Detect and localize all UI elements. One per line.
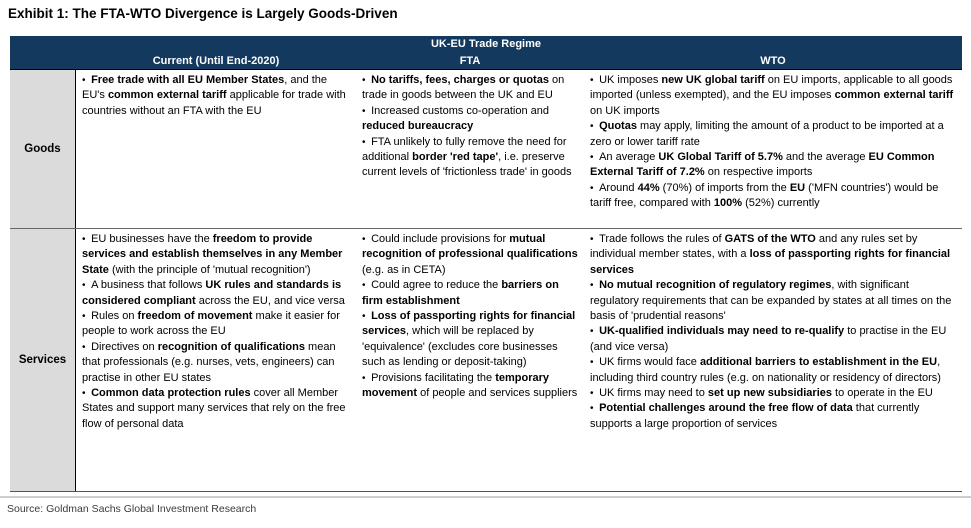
table-header [10, 36, 962, 70]
exhibit-title: Exhibit 1: The FTA-WTO Divergence is Largely Goods-Driven [8, 6, 398, 21]
bullet-item: • Quotas may apply, limiting the amount of a product to be imported at a zero or lower tariff rate [590, 120, 944, 148]
bullet-icon: • [362, 105, 372, 117]
bullet-icon: • [590, 403, 600, 415]
footer-rule [0, 496, 971, 498]
bullet-icon: • [590, 182, 600, 194]
source-note: Source: Goldman Sachs Global Investment Research [7, 503, 257, 515]
bullet-icon: • [82, 280, 92, 292]
bullet-icon: • [590, 326, 600, 338]
bullet-item: • FTA unlikely to fully remove the need for additional border 'red tape', i.e. preserve current levels of 'frictionless trade' in goods [362, 135, 572, 179]
bullet-item: • UK imposes new UK global tariff on EU imports, applicable to all goods imported (unless exempted), and the EU imposes common external tariff on UK imports [590, 74, 954, 117]
table-row-services [10, 229, 962, 491]
bullet-icon: • [82, 341, 92, 353]
bullet-icon: • [82, 388, 92, 400]
bullet-icon: • [362, 75, 372, 86]
cell-goods-fta [356, 70, 584, 228]
bullet-icon: • [590, 388, 600, 400]
row-label-goods: Goods [10, 70, 76, 228]
bullet-item: • Trade follows the rules of GATS of the WTO and any rules set by individual member states, with a loss of passporting rights for financial services [590, 233, 951, 276]
bullet-item: • No tariffs, fees, charges or quotas on trade in goods between the UK and EU [362, 74, 565, 102]
cell-services-current [76, 229, 356, 491]
bullet-item: • Loss of passporting rights for financial services, which will be replaced by 'equivalence' (excludes core businesses such as lending or deposit-taking) [362, 310, 576, 369]
bullet-item: • Around 44% (70%) of imports from the EU ('MFN countries') would be tariff free, compared with 100% (52%) currently [590, 181, 939, 210]
cell-services-fta [356, 229, 584, 491]
bullet-item: • Could include provisions for mutual recognition of professional qualifications (e.g. as in CETA) [362, 233, 578, 276]
column-header-wto: WTO [760, 54, 786, 67]
bullet-icon: • [590, 121, 600, 133]
column-header-row [10, 52, 962, 70]
bullet-icon: • [362, 311, 372, 323]
bullet-icon: • [362, 234, 372, 245]
bullet-item: • UK-qualified individuals may need to re-qualify to practise in the EU (and vice versa) [590, 325, 947, 353]
bullet-icon: • [82, 311, 92, 323]
bullet-icon: • [362, 372, 372, 384]
table-row-goods [10, 70, 962, 229]
bullet-item: • Provisions facilitating the temporary movement of people and services suppliers [362, 371, 578, 400]
bullet-item: • Increased customs co-operation and reduced bureaucracy [362, 104, 549, 133]
cell-goods-current [76, 70, 356, 228]
bullet-icon: • [590, 152, 600, 164]
bullet-icon: • [590, 280, 600, 292]
bullet-item: • UK firms would face additional barriers to establishment in the EU, including third country rules (e.g. on nationality or residency of directors) [590, 356, 941, 384]
row-label-services: Services [10, 229, 76, 491]
bullet-item: • EU businesses have the freedom to provide services and establish themselves in any Member State (with the principle of 'mutual recognition') [82, 233, 343, 276]
bullet-item: • An average UK Global Tariff of 5.7% and the average EU Common External Tariff of 7.2% on respective imports [590, 151, 935, 179]
bullet-icon: • [82, 75, 92, 86]
table-header-title-row [10, 36, 962, 52]
cell-services-wto [584, 229, 962, 491]
bullet-item: • UK firms may need to set up new subsidiaries to operate in the EU [590, 387, 933, 400]
trade-regime-table [10, 36, 962, 492]
bullet-item: • A business that follows UK rules and standards is considered compliant across the EU, and vice versa [82, 279, 345, 307]
bullet-icon: • [362, 136, 372, 148]
column-header-current: Current (Until End-2020) [152, 54, 280, 67]
bullet-item: • No mutual recognition of regulatory regimes, with significant regulatory requirements that can be expanded by states at all times on the basis of 'prudential reasons' [590, 279, 952, 323]
cell-goods-wto [584, 70, 962, 228]
bullet-item: • Free trade with all EU Member States, and the EU's common external tariff applicable for trade with countries without an FTA with the EU [82, 74, 346, 117]
bullet-icon: • [362, 280, 372, 292]
bullet-item: • Potential challenges around the free flow of data that currently supports a large proportion of services [590, 402, 920, 430]
bullet-item: • Directives on recognition of qualifications mean that professionals (e.g. nurses, vets, engineers) can practise in other EU states [82, 340, 336, 384]
bullet-item: • Rules on freedom of movement make it easier for people to work across the EU [82, 310, 340, 338]
bullet-item: • Common data protection rules cover all Member States and support many services that rely on the free flow of personal data [82, 387, 346, 430]
bullet-icon: • [590, 234, 600, 245]
bullet-icon: • [82, 234, 92, 245]
table-header-title: UK-EU Trade Regime [430, 38, 542, 50]
bullet-item: • Could agree to reduce the barriers on firm establishment [362, 279, 559, 307]
column-header-fta: FTA [459, 54, 481, 67]
bullet-icon: • [590, 75, 600, 86]
bullet-icon: • [590, 357, 600, 369]
